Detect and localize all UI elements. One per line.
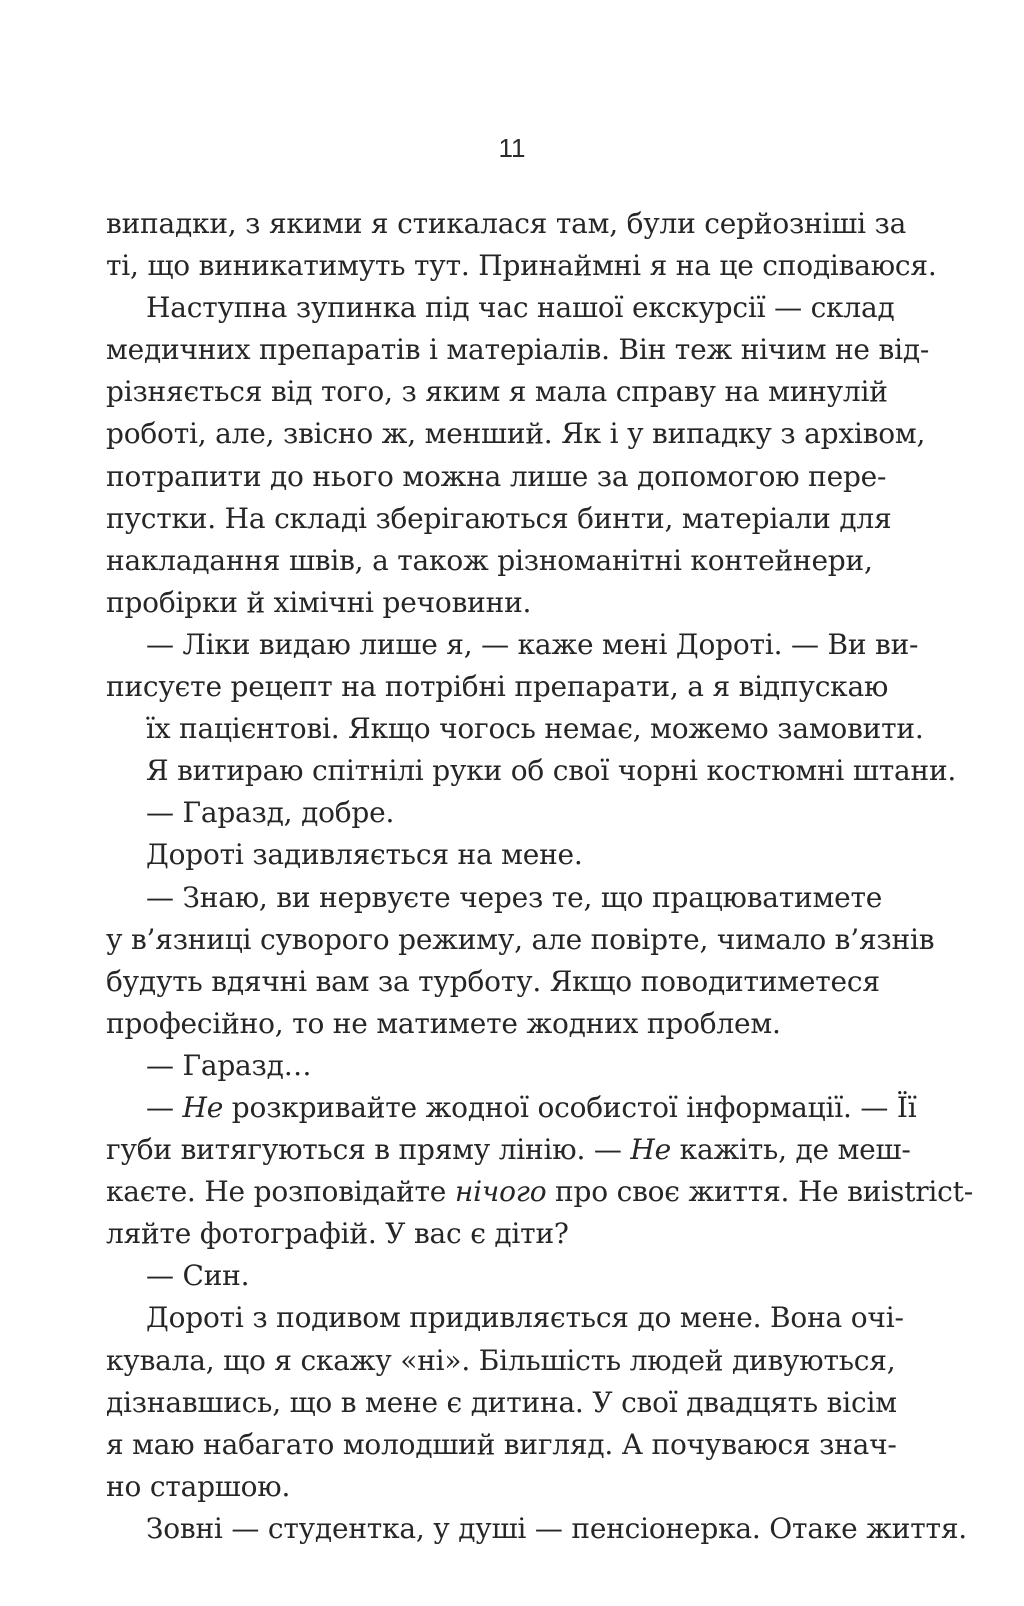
text-segment: кажіть, де меш- [670,1133,911,1167]
text-segment: дізнавшись, що в мене є дитина. У свої двадцять вісім [106,1385,897,1419]
page-number: 11 [498,133,526,163]
text-segment: роботі, але, звісно ж, менший. Як і у випадку з архівом, [106,417,926,451]
text-line [106,245,937,287]
text-line [106,1255,836,1297]
text-segment: — Син. [146,1259,250,1293]
text-line [106,371,888,413]
text-segment: ті, що виникатимуть тут. Принаймні я на це сподіваюся. [106,249,937,283]
text-line [106,1087,917,1129]
text-segment: Дороті задивляється на мене. [146,838,583,872]
text-segment: каєте. Не розповідайте [106,1175,455,1209]
text-segment: ляйте фотографій. У вас є діти? [106,1217,569,1251]
text-segment: я маю набагато молодший вигляд. А почуваюся знач- [106,1427,897,1461]
text-segment: будуть вдячні вам за турботу. Якщо поводитиметеся [106,964,880,998]
text-segment: но старшою. [106,1469,291,1503]
text-line [106,624,919,666]
text-line [106,792,836,834]
text-line [106,750,957,792]
text-line [106,1340,896,1382]
italic-text: Не [630,1133,671,1167]
text-line [106,834,836,876]
text-line [106,540,873,582]
text-segment: у в’язниці суворого режиму, але повірте, чимало в’язнів [106,922,935,956]
text-line [106,919,935,961]
text-line [106,582,836,624]
text-segment: їх пацієнтові. Якщо чогось немає, можемо замовити. [146,712,924,746]
text-segment: пустки. На складі зберігаються бинти, матеріали для [106,501,892,535]
text-segment: кувала, що я скажу «ні». Більшість людей дивуються, [106,1343,896,1377]
text-line [106,287,895,329]
text-segment: Зовні — студентка, у душі — пенсіонерка. Отаке життя. [146,1511,967,1545]
text-segment: розкривайте жодної особистої інформації. — Її [223,1090,917,1124]
text-line [106,1297,904,1339]
italic-text: нічого [454,1175,547,1209]
text-segment: — Знаю, ви нервуєте через те, що працюватимете [146,880,883,914]
text-segment: — Гаразд… [146,1048,312,1082]
text-segment: — Гаразд, добре. [146,796,395,830]
text-segment: губи витягуються в пряму лінію. — [106,1133,631,1167]
text-line [106,961,880,1003]
text-segment: Наступна зупинка під час нашої екскурсії — склад [146,291,895,325]
text-segment: потрапити до нього можна лише за допомогою пере- [106,459,887,493]
text-line [106,1213,836,1255]
italic-text: Не [182,1090,224,1124]
text-segment: випадки, з якими я стикалася там, були серйозніші за [106,207,907,240]
text-segment: медичних препаратів і матеріалів. Він теж нічим не від- [106,333,930,367]
text-segment: накладання швів, а також різноманітні контейнери, [106,543,873,577]
text-segment: про своє життя. Не виistrict- [546,1175,973,1209]
text-line [106,1129,911,1171]
text-segment: пробірки й хімічні речовини. [106,585,532,619]
text-line [106,1003,836,1045]
text-line [106,203,907,245]
text-segment: Я витираю спітнілі руки об свої чорні костюмні штани. [146,754,957,788]
text-line [106,666,889,708]
text-line [106,1508,967,1550]
text-line [106,498,892,540]
text-line [106,1466,836,1508]
text-segment: професійно, то не матимете жодних проблем. [106,1006,781,1040]
text-line [106,456,887,498]
text-segment: — [146,1090,183,1124]
text-line [106,877,883,919]
text-segment: різняється від того, з яким я мала справу на минулій [106,375,888,409]
body-text [106,203,973,1550]
text-segment: Дороті з подивом придивляється до мене. Вона очі- [146,1301,904,1335]
text-line [106,413,926,455]
text-line [106,1382,897,1424]
text-segment: — Ліки видаю лише я, — каже мені Дороті. — Ви ви- [146,627,919,661]
text-segment: писуєте рецепт на потрібні препарати, а я відпускаю [106,670,889,704]
text-line [106,1045,836,1087]
text-line [106,708,924,750]
text-line [106,329,930,371]
text-line [106,1171,973,1213]
text-line [106,1424,897,1466]
